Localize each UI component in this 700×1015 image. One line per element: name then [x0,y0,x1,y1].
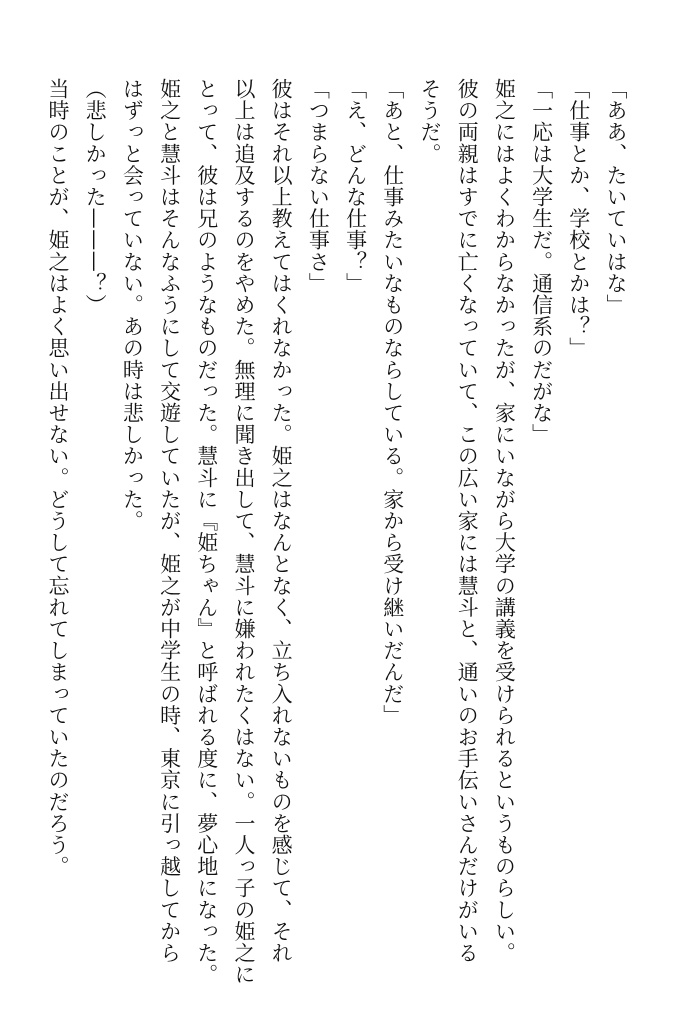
vertical-text-body [39,78,634,986]
text-line: 姫之にはよくわからなかったが、家にいながら大学の講義を受けられるというものらしい。 [492,78,517,964]
text-line: 以上は追及するのをやめた。無理に聞き出して、慧斗に嫌われたくはない。一人っ子の姫之に [231,78,256,986]
text-line: 彼はそれ以上教えてはくれなかった。姫之はなんとなく、立ち入れないものを感じて、それ [269,78,294,964]
text-line: 「仕事とか、学校とかは？」 [566,78,591,359]
text-line: 「つまらない仕事さ」 [306,78,331,294]
text-line: とって、彼は兄のようなものだった。慧斗に『姫ちゃん』と呼ばれる度に、夢心地になった。 [194,78,219,986]
text-line: 姫之と慧斗はそんなふうにして交遊していたが、姫之が中学生の時、東京に引っ越してから [157,78,182,964]
text-line: はずっと会っていない。あの時は悲しかった。 [120,78,145,532]
text-line: 当時のことが、姫之はよく思い出せない。どうして忘れてしまっていたのだろう。 [45,78,70,878]
text-line: そうだ。 [417,78,442,165]
text-line: （悲しかった———？） [83,78,108,316]
text-line: 「ああ、たいていはな」 [604,78,628,316]
text-line: 「一応は大学生だ。通信系のだがな」 [529,78,554,446]
text-line: 「あと、仕事みたいなものならしている。家から受け継いだんだ」 [380,78,405,726]
text-line: 彼の両親はすでに亡くなっていて、この広い家には慧斗と、通いのお手伝いさんだけがいる [455,78,480,964]
text-line: 「え、どんな仕事？」 [343,78,368,294]
